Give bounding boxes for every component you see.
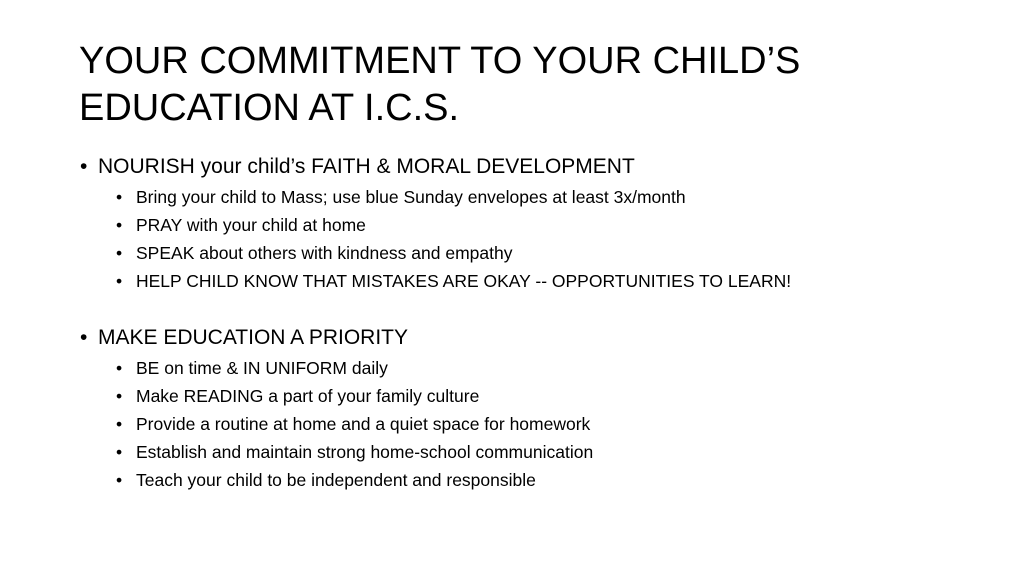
slide-body — [80, 154, 980, 494]
list-item-text: Establish and maintain strong home-school communication — [136, 442, 594, 462]
list-item — [80, 354, 980, 382]
bullet-icon: • — [80, 326, 88, 349]
list-item — [80, 211, 980, 239]
list-item-text: HELP CHILD KNOW THAT MISTAKES ARE OKAY -- OPPORTUNITIES TO LEARN! — [136, 271, 792, 291]
list-item — [80, 410, 980, 438]
bullet-icon: • — [116, 470, 123, 490]
slide-title-line-1: YOUR COMMITMENT TO YOUR CHILD’S — [79, 40, 801, 82]
slide-title — [79, 38, 979, 132]
list-item — [80, 382, 980, 410]
slide-title-line-2: EDUCATION AT I.C.S. — [79, 87, 460, 129]
list-item-text: Bring your child to Mass; use blue Sunday envelopes at least 3x/month — [136, 187, 686, 207]
bullet-icon: • — [116, 414, 123, 434]
bullet-icon: • — [80, 155, 88, 178]
bullet-icon: • — [116, 243, 123, 263]
section-faith — [80, 154, 980, 295]
list-item-text: PRAY with your child at home — [136, 215, 366, 235]
section-heading-text: NOURISH your child’s FAITH & MORAL DEVELOPMENT — [98, 155, 635, 178]
list-item-text: Provide a routine at home and a quiet space for homework — [136, 414, 591, 434]
sub-bullet-list — [80, 183, 980, 295]
section-heading-text: MAKE EDUCATION A PRIORITY — [98, 326, 408, 349]
section-education — [80, 325, 980, 494]
bullet-icon: • — [116, 386, 123, 406]
bullet-icon: • — [116, 442, 123, 462]
bullet-heading — [80, 154, 980, 180]
list-item — [80, 267, 980, 295]
list-item-text: Teach your child to be independent and responsible — [136, 470, 536, 490]
list-item — [80, 183, 980, 211]
bullet-icon: • — [116, 358, 123, 378]
bullet-icon: • — [116, 271, 123, 291]
bullet-icon: • — [116, 187, 123, 207]
bullet-icon: • — [116, 215, 123, 235]
list-item — [80, 466, 980, 494]
list-item-text: Make READING a part of your family culture — [136, 386, 480, 406]
list-item — [80, 438, 980, 466]
list-item-text: SPEAK about others with kindness and empathy — [136, 243, 513, 263]
list-item — [80, 239, 980, 267]
list-item-text: BE on time & IN UNIFORM daily — [136, 358, 388, 378]
bullet-heading — [80, 325, 980, 351]
sub-bullet-list — [80, 354, 980, 494]
